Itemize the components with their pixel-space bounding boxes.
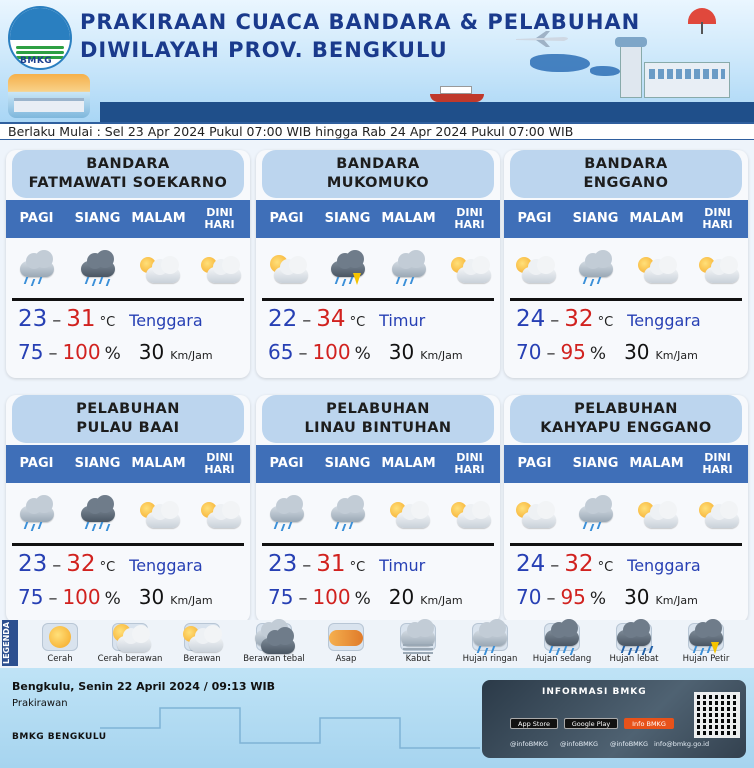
qr-code-icon[interactable] [694, 692, 740, 738]
legend-label: Berawan [183, 654, 221, 664]
legend-item [94, 623, 166, 667]
location-name [12, 395, 244, 443]
legend-label: Berawan tebal [243, 654, 305, 664]
location-title: PULAU BAAI [76, 420, 180, 436]
period-dini-hari: DINI HARI [204, 206, 235, 231]
hujan-ringan-icon [469, 620, 511, 654]
temp-max: 31 [316, 551, 346, 577]
temperature-row [18, 306, 244, 332]
page-title-line2: DIWILAYAH PROV. BENGKULU [80, 38, 448, 62]
period-malam: MALAM [629, 456, 684, 471]
cerah-berawan-icon [109, 620, 151, 654]
period-pagi: PAGI [269, 211, 304, 226]
period-dini-hari: DINI HARI [702, 451, 733, 476]
forecaster-role: Prakirawan [12, 698, 68, 709]
temp-max: 32 [66, 551, 96, 577]
legend-item [454, 623, 526, 667]
berawan-icon [199, 251, 241, 285]
hujan-ringan-icon [16, 251, 58, 285]
wind-direction: Tenggara [129, 311, 203, 330]
wind-speed: 30 [624, 585, 650, 609]
period-header [256, 445, 500, 483]
range-dash: – [298, 343, 308, 364]
legend-label: Cerah [47, 654, 73, 664]
temp-min: 23 [268, 551, 298, 577]
social-handle-2[interactable]: @infoBMKG [560, 740, 599, 748]
location-type: PELABUHAN [326, 401, 430, 417]
berawan-icon [697, 496, 739, 530]
wind-unit: Km/Jam [655, 594, 698, 607]
wind-speed: 30 [624, 340, 650, 364]
location-title: FATMAWATI SOEKARNO [28, 175, 228, 191]
wind-unit: Km/Jam [420, 594, 463, 607]
period-malam: MALAM [381, 211, 436, 226]
period-malam: MALAM [131, 211, 186, 226]
temp-unit: °C [349, 315, 366, 330]
period-siang: SIANG [74, 456, 121, 471]
period-malam: MALAM [629, 211, 684, 226]
divider [510, 298, 742, 301]
humidity-max: 100 [62, 340, 101, 364]
asap-icon [325, 620, 367, 654]
legend-label: Hujan sedang [532, 654, 592, 664]
location-type: BANDARA [86, 156, 170, 172]
legend-tag: LEGENDA [2, 620, 18, 666]
berawan-tebal-icon [253, 620, 295, 654]
hujan-ringan-icon [575, 496, 617, 530]
location-card [504, 395, 748, 623]
info-title: INFORMASI BMKG [542, 687, 647, 697]
forecast-icons [6, 242, 250, 294]
forecast-icons [6, 487, 250, 539]
location-name [12, 150, 244, 198]
wind-direction: Tenggara [627, 556, 701, 575]
app-store-badge[interactable]: App Store [510, 718, 558, 729]
period-header [6, 200, 250, 238]
humidity-unit: % [354, 589, 371, 609]
legend-label: Hujan ringan [462, 654, 518, 664]
wind-direction: Timur [379, 311, 426, 330]
period-pagi: PAGI [517, 456, 552, 471]
hujan-sedang-icon [77, 496, 119, 530]
temp-unit: °C [99, 315, 116, 330]
location-card [256, 150, 500, 378]
email-link[interactable]: info@bmkg.go.id [654, 740, 710, 748]
hujan-lebat-icon [613, 620, 655, 654]
hujan-sedang-icon [77, 251, 119, 285]
range-dash: – [48, 343, 58, 364]
humidity-max: 95 [560, 585, 586, 609]
period-header [504, 445, 748, 483]
period-siang: SIANG [324, 456, 371, 471]
legend-label: Kabut [405, 654, 431, 664]
humidity-min: 65 [268, 340, 294, 364]
temp-unit: °C [99, 560, 116, 575]
location-title: MUKOMUKO [326, 175, 430, 191]
page-title-line1: PRAKIRAAN CUACA BANDARA & PELABUHAN [80, 10, 641, 34]
period-pagi: PAGI [269, 456, 304, 471]
wind-speed: 30 [138, 585, 165, 609]
range-dash: – [550, 555, 560, 576]
location-type: BANDARA [584, 156, 668, 172]
location-card [6, 150, 250, 378]
location-card [504, 150, 748, 378]
location-name [262, 395, 494, 443]
temp-max: 32 [564, 306, 594, 332]
runway-strip [100, 102, 754, 122]
terminal-illustration [600, 38, 730, 102]
berawan-icon [697, 251, 739, 285]
location-name [510, 150, 742, 198]
wind-unit: Km/Jam [170, 349, 213, 362]
info-panel [482, 680, 746, 758]
location-type: PELABUHAN [76, 401, 180, 417]
period-header [6, 445, 250, 483]
legend-item [670, 623, 742, 667]
google-play-badge[interactable]: Google Play [564, 718, 618, 729]
footer-decoration [100, 688, 480, 768]
range-dash: – [48, 588, 58, 609]
social-handle-3[interactable]: @infoBMKG [610, 740, 649, 748]
humidity-wind-row [18, 340, 244, 364]
period-dini-hari: DINI HARI [454, 451, 485, 476]
humidity-unit: % [104, 344, 121, 364]
legend-item [526, 623, 598, 667]
period-siang: SIANG [324, 211, 371, 226]
divider [262, 543, 494, 546]
map-island-icon [530, 54, 590, 72]
legend-label: Cerah berawan [97, 654, 163, 664]
period-malam: MALAM [381, 456, 436, 471]
legend-label: Hujan lebat [609, 654, 659, 664]
legend-label: Hujan Petir [682, 654, 730, 664]
temp-max: 31 [66, 306, 96, 332]
legend-item [310, 623, 382, 667]
humidity-max: 100 [312, 585, 351, 609]
humidity-wind-row [516, 585, 742, 609]
issued-date: Bengkulu, Senin 22 April 2024 / 09:13 WIB [12, 680, 276, 693]
range-dash: – [302, 555, 312, 576]
range-dash: – [302, 310, 312, 331]
info-bmkg-badge[interactable]: Info BMKG [624, 718, 674, 729]
wind-unit: Km/Jam [170, 594, 213, 607]
wind-unit: Km/Jam [655, 349, 698, 362]
forecast-icons [256, 242, 500, 294]
location-card [256, 395, 500, 623]
humidity-min: 70 [516, 585, 542, 609]
period-siang: SIANG [572, 456, 619, 471]
humidity-unit: % [104, 589, 121, 609]
location-type: PELABUHAN [574, 401, 678, 417]
humidity-wind-row [268, 585, 494, 609]
period-malam: MALAM [131, 456, 186, 471]
divider [262, 298, 494, 301]
humidity-min: 75 [18, 340, 44, 364]
berawan-icon [514, 251, 556, 285]
berawan-icon [449, 251, 491, 285]
period-pagi: PAGI [19, 211, 54, 226]
berawan-icon [199, 496, 241, 530]
humidity-min: 75 [268, 585, 294, 609]
berawan-icon [181, 620, 223, 654]
period-dini-hari: DINI HARI [702, 206, 733, 231]
legend-label: Asap [335, 654, 357, 664]
forecast-icons [504, 487, 748, 539]
humidity-max: 100 [62, 585, 101, 609]
logo-text: BMKG [20, 56, 53, 66]
location-name [262, 150, 494, 198]
period-siang: SIANG [572, 211, 619, 226]
temp-unit: °C [597, 560, 614, 575]
range-dash: – [52, 555, 62, 576]
airplane-icon [514, 30, 574, 48]
berawan-icon [514, 496, 556, 530]
humidity-wind-row [18, 585, 244, 609]
cerah-berawan-icon [266, 251, 308, 285]
temperature-row [516, 306, 742, 332]
period-header [256, 200, 500, 238]
wind-speed: 30 [388, 340, 415, 364]
hujan-sedang-icon [541, 620, 583, 654]
umbrella-icon [688, 8, 716, 24]
ship-icon [430, 84, 484, 102]
humidity-min: 70 [516, 340, 542, 364]
humidity-wind-row [268, 340, 494, 364]
temp-max: 34 [316, 306, 346, 332]
hujan-ringan-icon [327, 496, 369, 530]
wind-speed: 20 [388, 585, 415, 609]
period-pagi: PAGI [517, 211, 552, 226]
location-title: KAHYAPU ENGGANO [540, 420, 712, 436]
range-dash: – [550, 310, 560, 331]
period-dini-hari: DINI HARI [204, 451, 235, 476]
divider [510, 543, 742, 546]
hujan-ringan-icon [388, 251, 430, 285]
temp-max: 32 [564, 551, 594, 577]
location-type: BANDARA [336, 156, 420, 172]
range-dash: – [298, 588, 308, 609]
wind-direction: Timur [379, 556, 426, 575]
cerah-icon [39, 620, 81, 654]
range-dash: – [546, 343, 556, 364]
legend-item [24, 623, 96, 667]
temp-unit: °C [349, 560, 366, 575]
period-dini-hari: DINI HARI [454, 206, 485, 231]
temperature-row [18, 551, 244, 577]
location-title: LINAU BINTUHAN [304, 420, 452, 436]
humidity-unit: % [589, 589, 607, 609]
range-dash: – [546, 588, 556, 609]
berawan-icon [138, 496, 180, 530]
period-pagi: PAGI [19, 456, 54, 471]
hujan-ringan-icon [266, 496, 308, 530]
hujan-ringan-icon [575, 251, 617, 285]
location-name [510, 395, 742, 443]
wind-speed: 30 [138, 340, 165, 364]
hujan-ringan-icon [16, 496, 58, 530]
divider [12, 298, 244, 301]
period-siang: SIANG [74, 211, 121, 226]
legend-item [382, 623, 454, 667]
hujan-petir-icon [327, 251, 369, 285]
legend-item [166, 623, 238, 667]
location-card [6, 395, 250, 623]
legend-item [238, 623, 310, 667]
period-header [504, 200, 748, 238]
forecast-icons [256, 487, 500, 539]
range-dash: – [52, 310, 62, 331]
humidity-unit: % [589, 344, 607, 364]
temperature-row [268, 306, 494, 332]
hujan-petir-icon [685, 620, 727, 654]
humidity-unit: % [354, 344, 371, 364]
berawan-icon [388, 496, 430, 530]
legend-item [598, 623, 670, 667]
temperature-row [516, 551, 742, 577]
humidity-max: 100 [312, 340, 351, 364]
header-banner [0, 0, 754, 122]
forecast-icons [504, 242, 748, 294]
temp-min: 23 [18, 306, 48, 332]
berawan-icon [449, 496, 491, 530]
wind-unit: Km/Jam [420, 349, 463, 362]
footer [0, 668, 754, 768]
social-handle-1[interactable]: @infoBMKG [510, 740, 549, 748]
temperature-row [268, 551, 494, 577]
temp-min: 24 [516, 551, 546, 577]
wind-direction: Tenggara [627, 311, 701, 330]
location-title: ENGGANO [583, 175, 669, 191]
berawan-icon [636, 251, 678, 285]
validity-period: Berlaku Mulai : Sel 23 Apr 2024 Pukul 07:00 WIB hingga Rab 24 Apr 2024 Pukul 07:00 WIB [0, 122, 754, 140]
airport-illustration [8, 74, 90, 118]
temp-min: 24 [516, 306, 546, 332]
humidity-max: 95 [560, 340, 586, 364]
temp-unit: °C [597, 315, 614, 330]
kabut-icon [397, 620, 439, 654]
wind-direction: Tenggara [129, 556, 203, 575]
divider [12, 543, 244, 546]
berawan-icon [636, 496, 678, 530]
berawan-icon [138, 251, 180, 285]
temp-min: 23 [18, 551, 48, 577]
temp-min: 22 [268, 306, 298, 332]
humidity-wind-row [516, 340, 742, 364]
organization-name: BMKG BENGKULU [12, 732, 107, 742]
humidity-min: 75 [18, 585, 44, 609]
